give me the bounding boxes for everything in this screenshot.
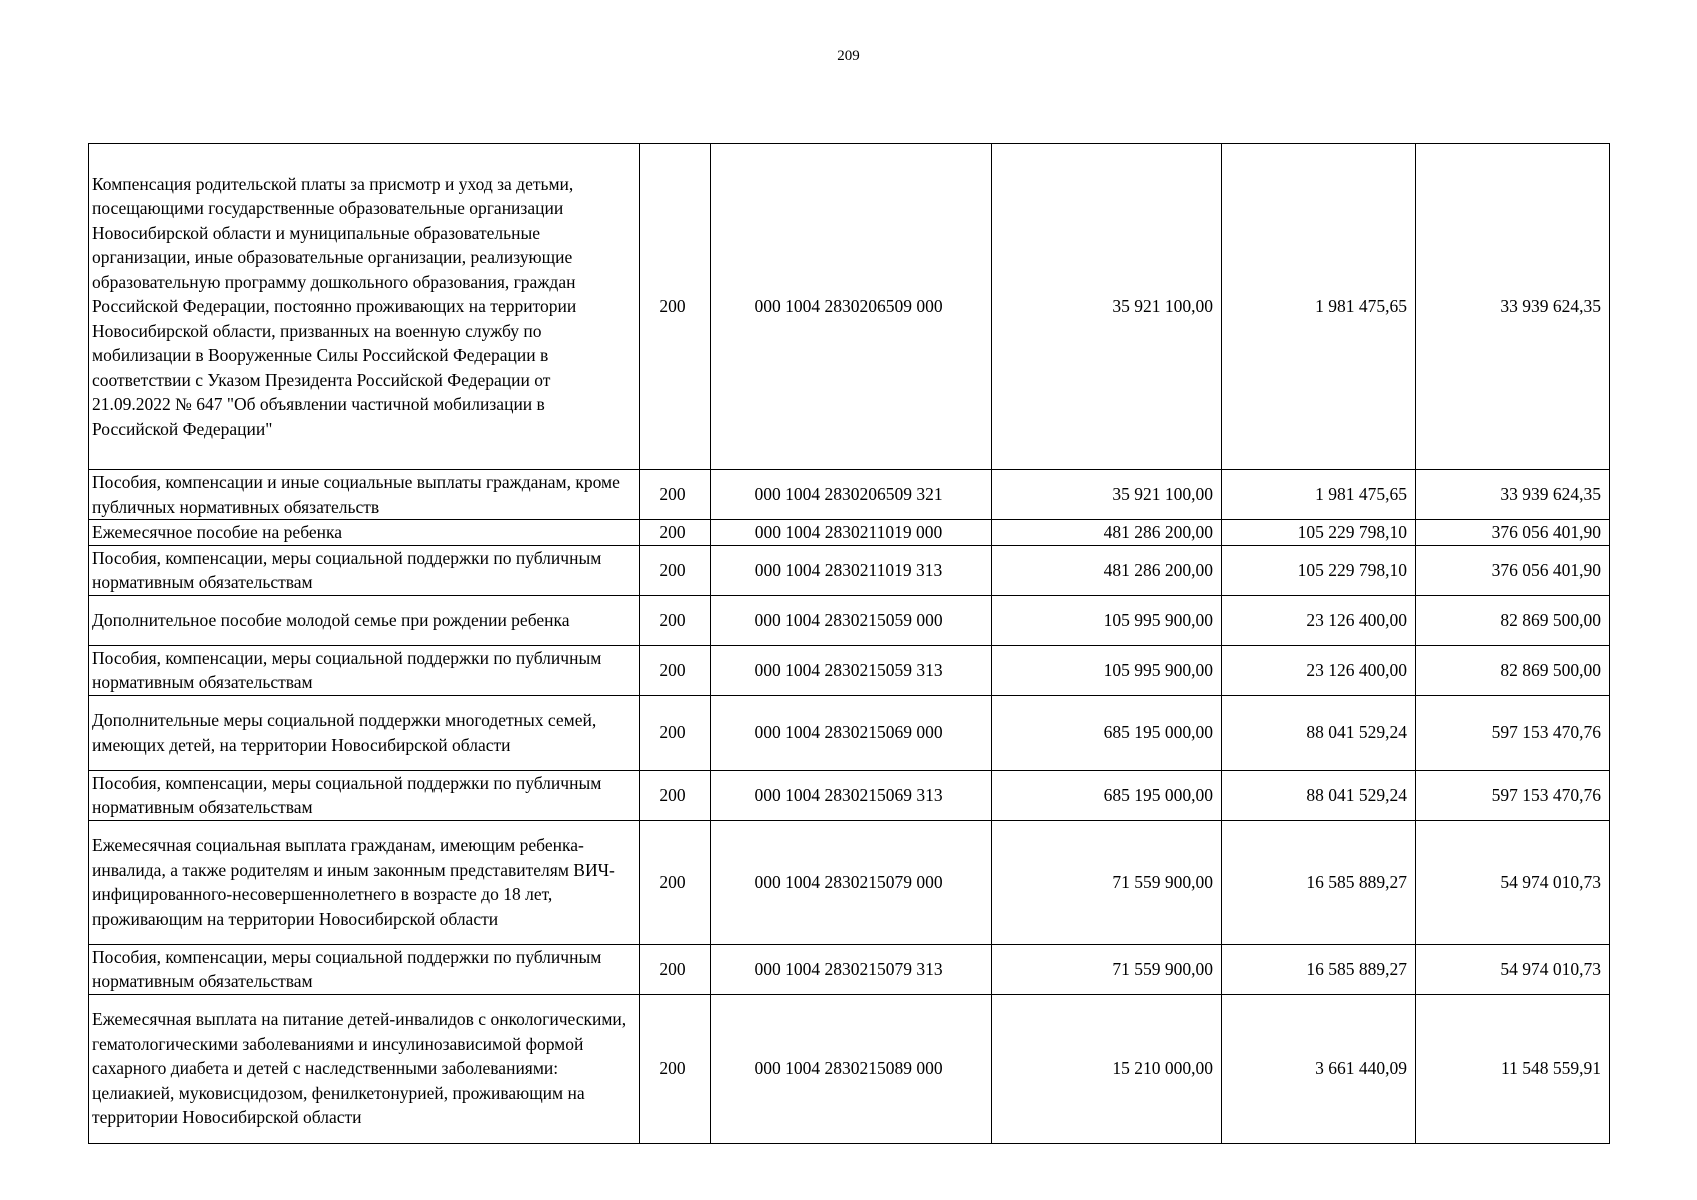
remaining-amount-cell — [1416, 595, 1610, 645]
executed-amount: 105 229 798,10 — [1297, 559, 1407, 580]
budget-classification-code: 000 1004 2830215089 000 — [754, 1058, 943, 1079]
table-row — [89, 820, 1610, 944]
table-row — [89, 695, 1610, 770]
remaining-amount: 376 056 401,90 — [1491, 522, 1601, 542]
line-code-cell — [640, 645, 711, 695]
line-code-cell — [640, 994, 711, 1143]
executed-amount: 88 041 529,24 — [1306, 784, 1407, 805]
approved-amount: 15 210 000,00 — [1112, 1058, 1213, 1079]
line-code: 200 — [659, 659, 686, 680]
budget-classification-code: 000 1004 2830215069 313 — [754, 784, 943, 805]
table-row — [89, 545, 1610, 595]
expense-name-cell — [89, 545, 640, 595]
line-code-cell — [640, 695, 711, 770]
expense-name: Ежемесячная выплата на питание детей-инвалидов с онкологическими, гематологическими заболеваниями и инсулинозависимой формой сахарного диабета и детей с наследственными заболеваниями: целиакией, муковисцидозом, фенилкетонурией, проживающим на территории Новосибирской области — [92, 1009, 627, 1128]
executed-amount: 1 981 475,65 — [1315, 484, 1407, 505]
expense-name-cell — [89, 695, 640, 770]
approved-amount-cell — [992, 944, 1222, 994]
budget-classification-code-cell — [711, 144, 992, 470]
remaining-amount: 33 939 624,35 — [1500, 296, 1601, 317]
executed-amount-cell — [1222, 770, 1416, 820]
budget-classification-code: 000 1004 2830211019 313 — [754, 559, 943, 580]
executed-amount-cell — [1222, 944, 1416, 994]
line-code: 200 — [659, 609, 686, 630]
approved-amount: 481 286 200,00 — [1103, 522, 1213, 542]
budget-classification-code-cell — [711, 470, 992, 520]
expense-name-cell — [89, 994, 640, 1143]
line-code: 200 — [659, 722, 686, 743]
expense-name: Пособия, компенсации, меры социальной поддержки по публичным нормативным обязательствам — [92, 772, 602, 817]
executed-amount-cell — [1222, 645, 1416, 695]
expense-name: Пособия, компенсации, меры социальной поддержки по публичным нормативным обязательствам — [92, 547, 602, 592]
executed-amount-cell — [1222, 545, 1416, 595]
executed-amount: 23 126 400,00 — [1306, 659, 1407, 680]
line-code-cell — [640, 944, 711, 994]
approved-amount: 481 286 200,00 — [1103, 559, 1213, 580]
budget-classification-code-cell — [711, 994, 992, 1143]
line-code-cell — [640, 545, 711, 595]
executed-amount-cell — [1222, 994, 1416, 1143]
remaining-amount-cell — [1416, 994, 1610, 1143]
approved-amount: 685 195 000,00 — [1103, 722, 1213, 743]
executed-amount-cell — [1222, 520, 1416, 546]
expense-name-cell — [89, 770, 640, 820]
approved-amount-cell — [992, 695, 1222, 770]
approved-amount: 71 559 900,00 — [1112, 871, 1213, 892]
line-code-cell — [640, 144, 711, 470]
budget-classification-code: 000 1004 2830215059 313 — [754, 659, 943, 680]
executed-amount-cell — [1222, 144, 1416, 470]
table-row — [89, 595, 1610, 645]
budget-classification-code-cell — [711, 770, 992, 820]
budget-classification-code: 000 1004 2830215079 313 — [754, 958, 943, 979]
remaining-amount: 82 869 500,00 — [1500, 609, 1601, 630]
budget-execution-table — [88, 143, 1610, 1144]
remaining-amount-cell — [1416, 695, 1610, 770]
executed-amount-cell — [1222, 820, 1416, 944]
line-code: 200 — [659, 484, 686, 505]
remaining-amount: 11 548 559,91 — [1501, 1058, 1601, 1079]
line-code: 200 — [659, 559, 686, 580]
approved-amount-cell — [992, 770, 1222, 820]
budget-classification-code: 000 1004 2830206509 321 — [754, 484, 943, 505]
approved-amount-cell — [992, 595, 1222, 645]
executed-amount: 23 126 400,00 — [1306, 609, 1407, 630]
budget-classification-code-cell — [711, 695, 992, 770]
table-row — [89, 770, 1610, 820]
line-code: 200 — [659, 871, 686, 892]
expense-name: Ежемесячное пособие на ребенка — [92, 522, 342, 542]
expense-name-cell — [89, 645, 640, 695]
line-code-cell — [640, 520, 711, 546]
executed-amount: 16 585 889,27 — [1306, 871, 1407, 892]
approved-amount: 105 995 900,00 — [1103, 659, 1213, 680]
line-code: 200 — [659, 522, 686, 542]
budget-classification-code: 000 1004 2830206509 000 — [754, 296, 943, 317]
budget-classification-code: 000 1004 2830215069 000 — [754, 722, 943, 743]
executed-amount: 3 661 440,09 — [1315, 1058, 1407, 1079]
expense-name: Дополнительное пособие молодой семье при рождении ребенка — [92, 609, 570, 630]
table-row — [89, 994, 1610, 1143]
budget-classification-code-cell — [711, 595, 992, 645]
executed-amount: 16 585 889,27 — [1306, 958, 1407, 979]
remaining-amount-cell — [1416, 545, 1610, 595]
executed-amount-cell — [1222, 595, 1416, 645]
budget-classification-code-cell — [711, 645, 992, 695]
budget-classification-code: 000 1004 2830215079 000 — [754, 871, 943, 892]
remaining-amount: 597 153 470,76 — [1491, 784, 1601, 805]
approved-amount-cell — [992, 520, 1222, 546]
budget-classification-code-cell — [711, 545, 992, 595]
approved-amount: 35 921 100,00 — [1112, 296, 1213, 317]
executed-amount-cell — [1222, 470, 1416, 520]
remaining-amount: 54 974 010,73 — [1500, 958, 1601, 979]
remaining-amount-cell — [1416, 470, 1610, 520]
expense-name: Дополнительные меры социальной поддержки многодетных семей, имеющих детей, на территории Новосибирской области — [92, 710, 597, 755]
approved-amount-cell — [992, 470, 1222, 520]
remaining-amount-cell — [1416, 144, 1610, 470]
table-row — [89, 520, 1610, 546]
remaining-amount-cell — [1416, 770, 1610, 820]
remaining-amount: 597 153 470,76 — [1491, 722, 1601, 743]
approved-amount: 105 995 900,00 — [1103, 609, 1213, 630]
budget-classification-code-cell — [711, 820, 992, 944]
line-code: 200 — [659, 784, 686, 805]
budget-classification-code: 000 1004 2830215059 000 — [754, 609, 943, 630]
table-body — [89, 144, 1610, 1144]
table-row — [89, 470, 1610, 520]
expense-name: Компенсация родительской платы за присмотр и уход за детьми, посещающими государственные образовательные организации Новосибирской области и муниципальные образовательные организации, иные образовательные организации, реализующие образовательную программу дошкольного образования, граждан Российской Федерации, постоянно проживающих на территории Новосибирской области, призванных на военную службу по мобилизации в Вооруженные Силы Российской Федерации в соответствии с Указом Президента Российской Федерации от 21.09.2022 № 647 "Об объявлении частичной мобилизации в Российской Федерации" — [92, 173, 577, 439]
expense-name-cell — [89, 595, 640, 645]
remaining-amount: 82 869 500,00 — [1500, 659, 1601, 680]
expense-name-cell — [89, 944, 640, 994]
budget-classification-code-cell — [711, 944, 992, 994]
remaining-amount: 376 056 401,90 — [1491, 559, 1601, 580]
line-code: 200 — [659, 1058, 686, 1079]
executed-amount: 88 041 529,24 — [1306, 722, 1407, 743]
expense-name-cell — [89, 520, 640, 546]
remaining-amount-cell — [1416, 520, 1610, 546]
approved-amount-cell — [992, 820, 1222, 944]
expense-name-cell — [89, 470, 640, 520]
table-row — [89, 645, 1610, 695]
remaining-amount: 33 939 624,35 — [1500, 484, 1601, 505]
line-code: 200 — [659, 296, 686, 317]
remaining-amount-cell — [1416, 820, 1610, 944]
executed-amount-cell — [1222, 695, 1416, 770]
expense-name-cell — [89, 144, 640, 470]
approved-amount-cell — [992, 144, 1222, 470]
approved-amount: 71 559 900,00 — [1112, 958, 1213, 979]
approved-amount-cell — [992, 994, 1222, 1143]
table-row — [89, 144, 1610, 470]
remaining-amount: 54 974 010,73 — [1500, 871, 1601, 892]
executed-amount: 1 981 475,65 — [1315, 296, 1407, 317]
line-code-cell — [640, 820, 711, 944]
remaining-amount-cell — [1416, 645, 1610, 695]
line-code-cell — [640, 770, 711, 820]
expense-name: Пособия, компенсации, меры социальной поддержки по публичным нормативным обязательствам — [92, 946, 602, 991]
expense-name-cell — [89, 820, 640, 944]
expense-name: Ежемесячная социальная выплата гражданам, имеющим ребенка-инвалида, а также родителям и иным законным представителям ВИЧ-инфицированного-несовершеннолетнего в возрасте до 18 лет, проживающим на территории Новосибирской области — [92, 835, 615, 929]
executed-amount: 105 229 798,10 — [1297, 522, 1407, 542]
line-code-cell — [640, 595, 711, 645]
budget-classification-code-cell — [711, 520, 992, 546]
expense-name: Пособия, компенсации и иные социальные выплаты гражданам, кроме публичных нормативных обязательств — [92, 472, 620, 517]
approved-amount-cell — [992, 545, 1222, 595]
approved-amount: 685 195 000,00 — [1103, 784, 1213, 805]
approved-amount: 35 921 100,00 — [1112, 484, 1213, 505]
expense-name: Пособия, компенсации, меры социальной поддержки по публичным нормативным обязательствам — [92, 647, 602, 692]
table-row — [89, 944, 1610, 994]
approved-amount-cell — [992, 645, 1222, 695]
budget-classification-code: 000 1004 2830211019 000 — [754, 522, 943, 542]
page-number: 209 — [837, 48, 860, 64]
line-code-cell — [640, 470, 711, 520]
line-code: 200 — [659, 958, 686, 979]
remaining-amount-cell — [1416, 944, 1610, 994]
